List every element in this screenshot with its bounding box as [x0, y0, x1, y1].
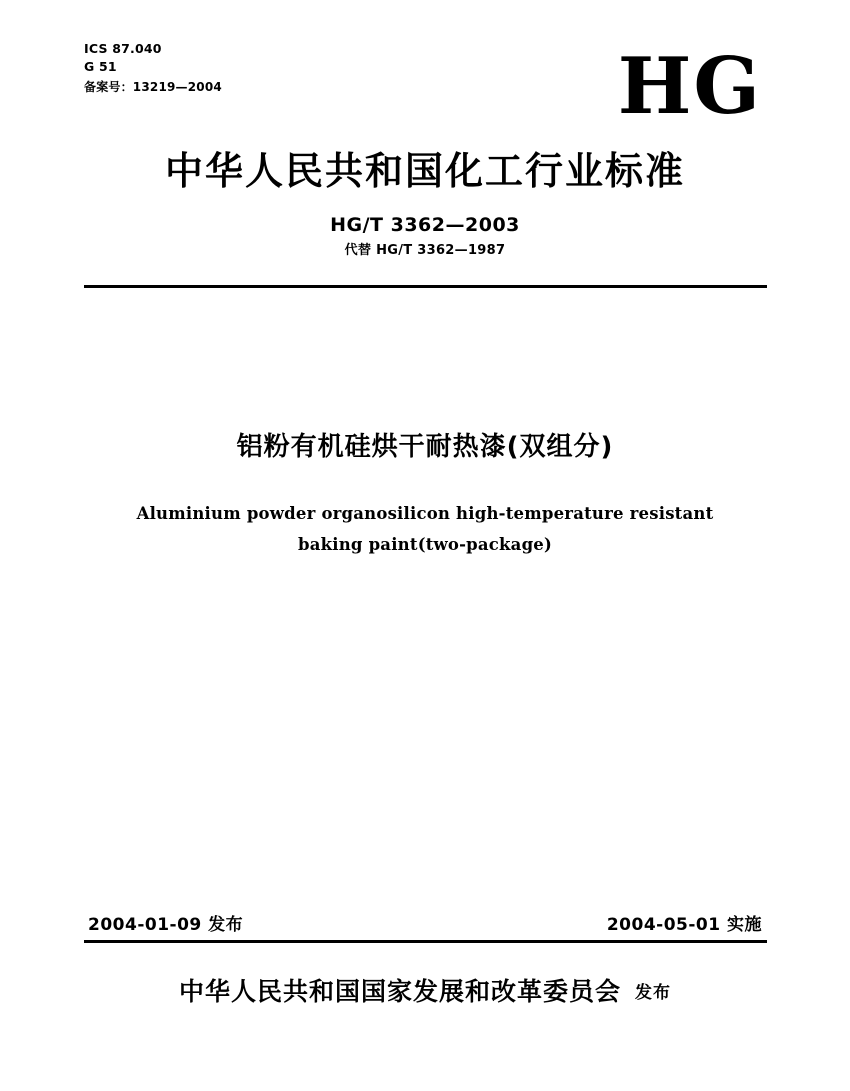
issuer-title: 中华人民共和国化工行业标准: [164, 149, 685, 193]
standard-replaces: 代替 HG/T 3362—1987: [344, 243, 506, 258]
issue-date: 2004-01-09 发布: [88, 915, 244, 935]
filing-number: 备案号：13219—2004: [84, 80, 222, 94]
subject-title-en-line1: Aluminium powder organosilicon high-temperature resistant: [136, 504, 714, 523]
hg-logo: HG: [617, 41, 762, 132]
subject-title-cn: 铝粉有机硅烘干耐热漆(双组分): [236, 432, 614, 462]
category-code: G 51: [84, 59, 117, 74]
divider-bottom: [84, 940, 767, 943]
publisher-verb: 发布: [635, 983, 671, 1003]
standard-number: HG/T 3362—2003: [330, 214, 520, 236]
ics-code: ICS 87.040: [84, 41, 162, 56]
publisher-line: [0, 972, 850, 1008]
standard-number-block: [0, 214, 850, 258]
subject-title-en-line2: baking paint(two-package): [297, 535, 553, 554]
publisher-organization: 中华人民共和国国家发展和改革委员会: [178, 977, 621, 1006]
subject-title-en: [125, 498, 725, 560]
classification-block: [84, 40, 222, 96]
divider-top: [84, 285, 767, 288]
effective-date: 2004-05-01 实施: [606, 915, 762, 935]
